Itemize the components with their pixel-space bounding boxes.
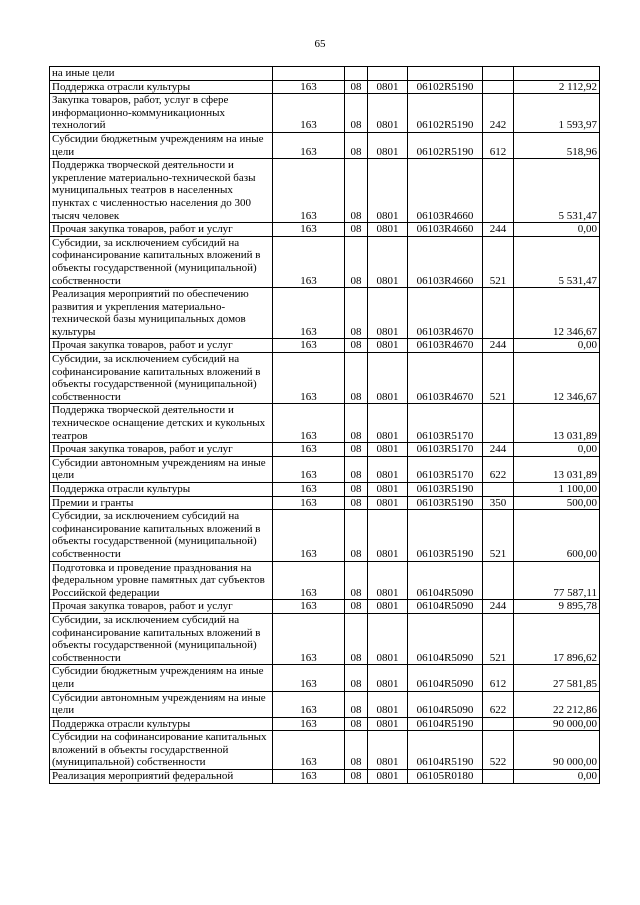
expense-type-code: 521	[483, 613, 514, 664]
target-article-code: 06103R4670	[408, 339, 483, 353]
subsection-code: 0801	[368, 510, 408, 561]
expense-item-name: Поддержка отрасли культуры	[50, 80, 273, 94]
table-row	[50, 94, 600, 133]
target-article-code: 06104R5090	[408, 691, 483, 717]
budget-table-body	[50, 67, 600, 784]
amount-value: 12 346,67	[514, 353, 600, 404]
expense-item-name: Субсидии бюджетным учреждениям на иные цели	[50, 132, 273, 158]
department-code: 163	[273, 94, 345, 133]
section-code: 08	[345, 223, 368, 237]
target-article-code: 06104R5190	[408, 717, 483, 731]
subsection-code: 0801	[368, 94, 408, 133]
amount-value: 9 895,78	[514, 600, 600, 614]
section-code: 08	[345, 456, 368, 482]
subsection-code: 0801	[368, 665, 408, 691]
department-code: 163	[273, 691, 345, 717]
amount-value: 0,00	[514, 770, 600, 784]
table-row	[50, 731, 600, 770]
table-row	[50, 223, 600, 237]
subsection-code: 0801	[368, 600, 408, 614]
expense-type-code: 244	[483, 443, 514, 457]
expense-type-code: 521	[483, 236, 514, 287]
subsection-code: 0801	[368, 236, 408, 287]
department-code: 163	[273, 613, 345, 664]
department-code: 163	[273, 731, 345, 770]
expense-item-name: на иные цели	[50, 67, 273, 81]
department-code: 163	[273, 339, 345, 353]
table-row	[50, 443, 600, 457]
amount-value: 2 112,92	[514, 80, 600, 94]
department-code: 163	[273, 236, 345, 287]
section-code: 08	[345, 443, 368, 457]
department-code: 163	[273, 456, 345, 482]
department-code: 163	[273, 496, 345, 510]
department-code: 163	[273, 561, 345, 600]
page-number: 65	[314, 38, 326, 50]
expense-item-name: Премии и гранты	[50, 496, 273, 510]
expense-type-code	[483, 67, 514, 81]
subsection-code: 0801	[368, 339, 408, 353]
subsection-code: 0801	[368, 613, 408, 664]
section-code: 08	[345, 561, 368, 600]
department-code: 163	[273, 483, 345, 497]
table-row	[50, 613, 600, 664]
target-article-code: 06104R5090	[408, 665, 483, 691]
subsection-code: 0801	[368, 132, 408, 158]
target-article-code: 06103R5170	[408, 404, 483, 443]
amount-value	[514, 67, 600, 81]
department-code: 163	[273, 80, 345, 94]
table-row	[50, 770, 600, 784]
subsection-code: 0801	[368, 456, 408, 482]
expense-type-code: 612	[483, 132, 514, 158]
expense-type-code	[483, 770, 514, 784]
expense-item-name: Поддержка отрасли культуры	[50, 717, 273, 731]
table-row	[50, 510, 600, 561]
department-code: 163	[273, 223, 345, 237]
expense-item-name: Субсидии бюджетным учреждениям на иные цели	[50, 665, 273, 691]
expense-type-code: 244	[483, 223, 514, 237]
section-code: 08	[345, 665, 368, 691]
table-row	[50, 132, 600, 158]
amount-value: 5 531,47	[514, 159, 600, 223]
section-code: 08	[345, 770, 368, 784]
subsection-code: 0801	[368, 561, 408, 600]
expense-type-code	[483, 561, 514, 600]
target-article-code: 06103R4660	[408, 223, 483, 237]
subsection-code: 0801	[368, 731, 408, 770]
target-article-code: 06103R5190	[408, 510, 483, 561]
amount-value: 0,00	[514, 223, 600, 237]
amount-value: 90 000,00	[514, 717, 600, 731]
table-row	[50, 159, 600, 223]
expense-type-code	[483, 717, 514, 731]
table-row	[50, 600, 600, 614]
department-code: 163	[273, 443, 345, 457]
section-code: 08	[345, 288, 368, 339]
target-article-code: 06105R0180	[408, 770, 483, 784]
table-row	[50, 236, 600, 287]
table-row	[50, 339, 600, 353]
subsection-code: 0801	[368, 691, 408, 717]
department-code	[273, 67, 345, 81]
target-article-code: 06103R4670	[408, 288, 483, 339]
section-code: 08	[345, 236, 368, 287]
amount-value: 13 031,89	[514, 404, 600, 443]
subsection-code: 0801	[368, 717, 408, 731]
expense-type-code: 612	[483, 665, 514, 691]
target-article-code: 06103R4660	[408, 236, 483, 287]
expense-item-name: Поддержка творческой деятельности и техническое оснащение детских и кукольных театров	[50, 404, 273, 443]
target-article-code: 06104R5190	[408, 731, 483, 770]
expense-type-code: 244	[483, 600, 514, 614]
amount-value: 1 593,97	[514, 94, 600, 133]
table-row	[50, 67, 600, 81]
table-row	[50, 80, 600, 94]
subsection-code: 0801	[368, 80, 408, 94]
expense-item-name: Прочая закупка товаров, работ и услуг	[50, 223, 273, 237]
table-row	[50, 353, 600, 404]
department-code: 163	[273, 353, 345, 404]
expense-item-name: Подготовка и проведение празднования на федеральном уровне памятных дат субъектов Российской федерации	[50, 561, 273, 600]
subsection-code: 0801	[368, 288, 408, 339]
expense-item-name: Субсидии, за исключением субсидий на софинансирование капитальных вложений в объекты государственной (муниципальной) собственности	[50, 613, 273, 664]
target-article-code: 06103R4670	[408, 353, 483, 404]
amount-value: 500,00	[514, 496, 600, 510]
section-code: 08	[345, 132, 368, 158]
expense-item-name: Прочая закупка товаров, работ и услуг	[50, 600, 273, 614]
amount-value: 22 212,86	[514, 691, 600, 717]
budget-table	[49, 66, 600, 784]
subsection-code: 0801	[368, 483, 408, 497]
expense-type-code	[483, 288, 514, 339]
section-code: 08	[345, 510, 368, 561]
table-row	[50, 691, 600, 717]
amount-value: 17 896,62	[514, 613, 600, 664]
section-code: 08	[345, 731, 368, 770]
amount-value: 77 587,11	[514, 561, 600, 600]
expense-item-name: Реализация мероприятий федеральной	[50, 770, 273, 784]
subsection-code: 0801	[368, 496, 408, 510]
expense-item-name: Субсидии автономным учреждениям на иные цели	[50, 691, 273, 717]
table-row	[50, 717, 600, 731]
target-article-code: 06102R5190	[408, 132, 483, 158]
target-article-code: 06103R5170	[408, 443, 483, 457]
table-row	[50, 456, 600, 482]
subsection-code: 0801	[368, 353, 408, 404]
department-code: 163	[273, 159, 345, 223]
expense-item-name: Поддержка отрасли культуры	[50, 483, 273, 497]
section-code: 08	[345, 483, 368, 497]
table-row	[50, 483, 600, 497]
expense-item-name: Прочая закупка товаров, работ и услуг	[50, 339, 273, 353]
subsection-code: 0801	[368, 223, 408, 237]
expense-type-code: 242	[483, 94, 514, 133]
expense-type-code: 244	[483, 339, 514, 353]
expense-item-name: Субсидии, за исключением субсидий на софинансирование капитальных вложений в объекты государственной (муниципальной) собственности	[50, 353, 273, 404]
expense-item-name: Поддержка творческой деятельности и укрепление материально-технической базы муниципальных театров в населенных пунктах с численностью населения до 300 тысяч человек	[50, 159, 273, 223]
section-code: 08	[345, 80, 368, 94]
target-article-code: 06103R4660	[408, 159, 483, 223]
expense-item-name: Субсидии на софинансирование капитальных вложений в объекты государственной (муниципальной) собственности	[50, 731, 273, 770]
target-article-code: 06104R5090	[408, 561, 483, 600]
target-article-code: 06103R5190	[408, 483, 483, 497]
section-code: 08	[345, 339, 368, 353]
expense-type-code	[483, 404, 514, 443]
expense-type-code: 521	[483, 353, 514, 404]
expense-type-code: 522	[483, 731, 514, 770]
expense-item-name: Субсидии, за исключением субсидий на софинансирование капитальных вложений в объекты государственной (муниципальной) собственности	[50, 236, 273, 287]
expense-type-code: 521	[483, 510, 514, 561]
amount-value: 90 000,00	[514, 731, 600, 770]
section-code: 08	[345, 94, 368, 133]
subsection-code: 0801	[368, 404, 408, 443]
section-code: 08	[345, 404, 368, 443]
expense-item-name: Прочая закупка товаров, работ и услуг	[50, 443, 273, 457]
amount-value: 5 531,47	[514, 236, 600, 287]
expense-item-name: Реализация мероприятий по обеспечению развития и укрепления материально-технической базы муниципальных домов культуры	[50, 288, 273, 339]
department-code: 163	[273, 770, 345, 784]
department-code: 163	[273, 510, 345, 561]
expense-type-code: 622	[483, 691, 514, 717]
subsection-code: 0801	[368, 443, 408, 457]
section-code: 08	[345, 600, 368, 614]
department-code: 163	[273, 132, 345, 158]
subsection-code: 0801	[368, 770, 408, 784]
target-article-code: 06104R5090	[408, 613, 483, 664]
amount-value: 1 100,00	[514, 483, 600, 497]
amount-value: 518,96	[514, 132, 600, 158]
expense-type-code: 350	[483, 496, 514, 510]
section-code: 08	[345, 613, 368, 664]
amount-value: 27 581,85	[514, 665, 600, 691]
department-code: 163	[273, 717, 345, 731]
target-article-code	[408, 67, 483, 81]
table-row	[50, 561, 600, 600]
table-row	[50, 496, 600, 510]
section-code: 08	[345, 496, 368, 510]
section-code	[345, 67, 368, 81]
section-code: 08	[345, 159, 368, 223]
amount-value: 13 031,89	[514, 456, 600, 482]
department-code: 163	[273, 404, 345, 443]
target-article-code: 06102R5190	[408, 80, 483, 94]
expense-type-code: 622	[483, 456, 514, 482]
expense-type-code	[483, 483, 514, 497]
expense-type-code	[483, 159, 514, 223]
table-row	[50, 288, 600, 339]
amount-value: 0,00	[514, 339, 600, 353]
expense-type-code	[483, 80, 514, 94]
table-row	[50, 665, 600, 691]
table-row	[50, 404, 600, 443]
expense-item-name: Субсидии автономным учреждениям на иные цели	[50, 456, 273, 482]
target-article-code: 06103R5190	[408, 496, 483, 510]
subsection-code: 0801	[368, 159, 408, 223]
section-code: 08	[345, 717, 368, 731]
amount-value: 12 346,67	[514, 288, 600, 339]
expense-item-name: Закупка товаров, работ, услуг в сфере информационно-коммуникационных технологий	[50, 94, 273, 133]
target-article-code: 06104R5090	[408, 600, 483, 614]
section-code: 08	[345, 691, 368, 717]
department-code: 163	[273, 600, 345, 614]
department-code: 163	[273, 288, 345, 339]
target-article-code: 06103R5170	[408, 456, 483, 482]
department-code: 163	[273, 665, 345, 691]
target-article-code: 06102R5190	[408, 94, 483, 133]
amount-value: 0,00	[514, 443, 600, 457]
subsection-code	[368, 67, 408, 81]
expense-item-name: Субсидии, за исключением субсидий на софинансирование капитальных вложений в объекты государственной (муниципальной) собственности	[50, 510, 273, 561]
section-code: 08	[345, 353, 368, 404]
amount-value: 600,00	[514, 510, 600, 561]
